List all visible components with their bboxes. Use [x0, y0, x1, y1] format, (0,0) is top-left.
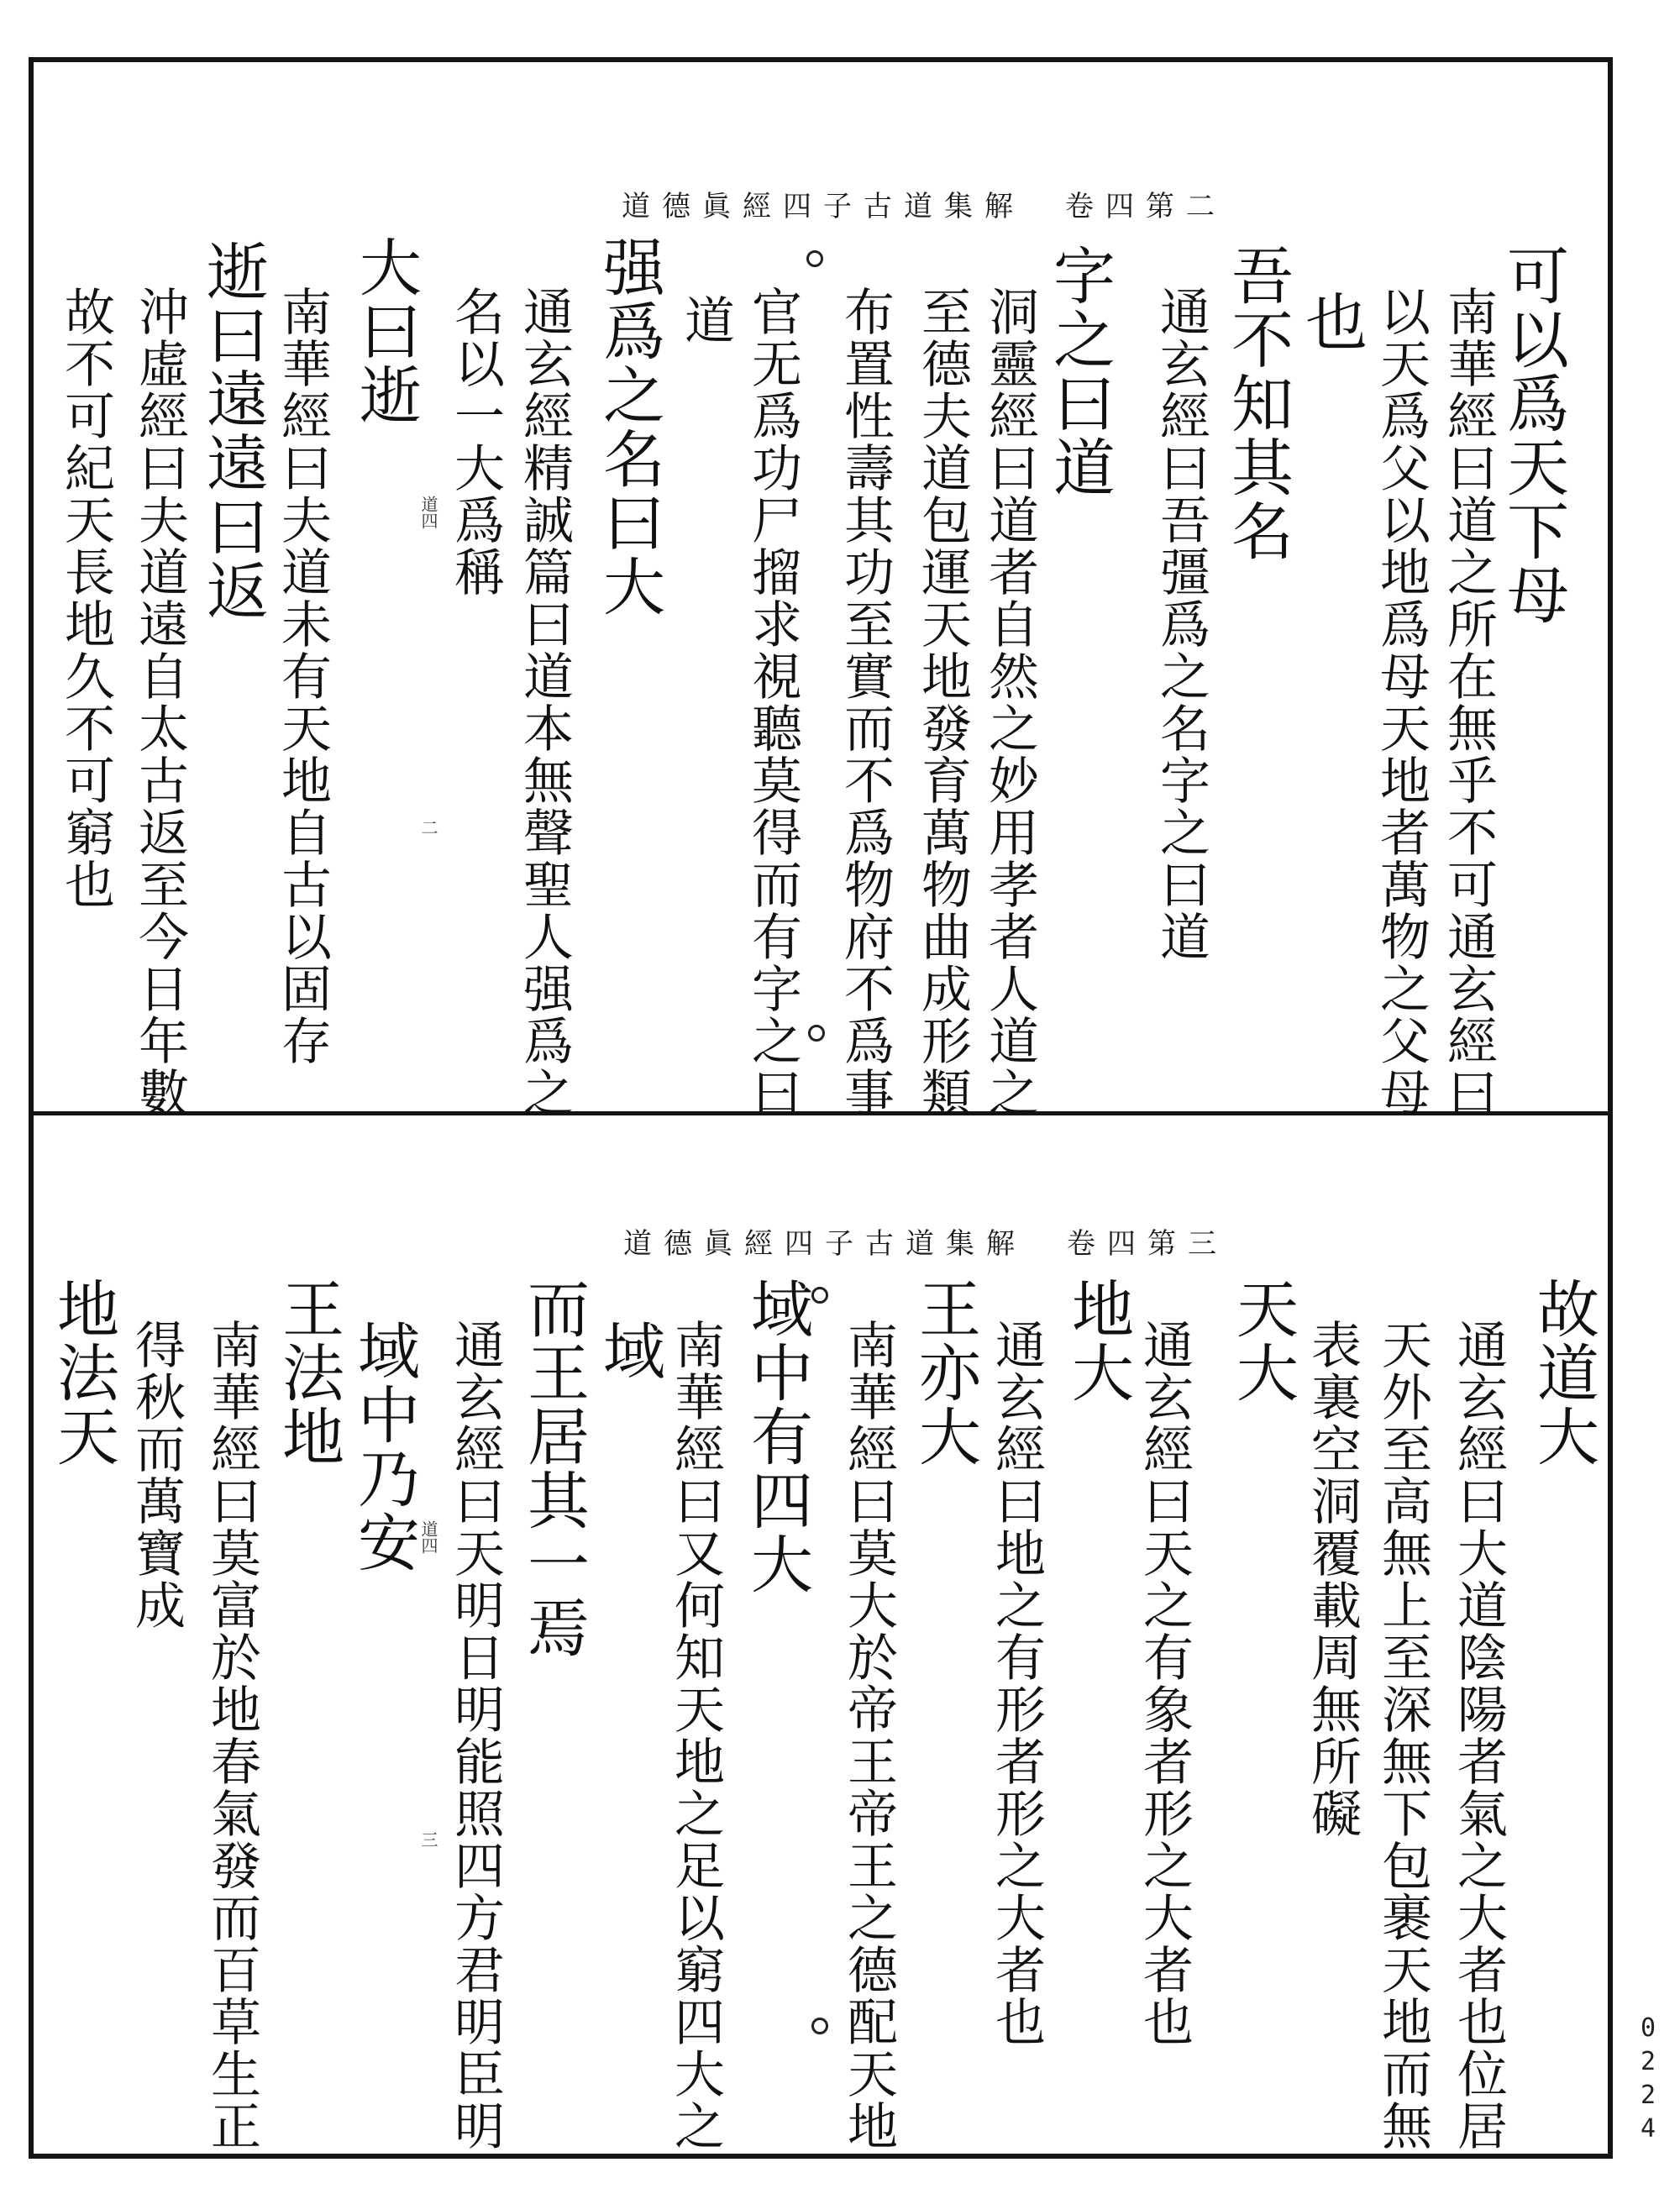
page-number: 0 2 2 4: [1640, 2013, 1656, 2144]
lower-col-10: 南華經曰莫大於帝王帝王之德配天地: [839, 1319, 898, 2152]
upper-col-15: 名以一大爲稱: [446, 286, 505, 598]
upper-col-11: 官无爲功尸㨨求視聽莫得而有字之曰: [743, 286, 802, 1119]
upper-margin-note-1: 道四: [418, 496, 438, 529]
lower-marker-circle-2: [811, 2018, 828, 2034]
upper-col-9: 至德夫道包運天地發育萬物曲成形類: [913, 286, 972, 1119]
upper-col-2: 南華經曰道之所在無乎不可通玄經曰: [1439, 286, 1498, 1119]
lower-col-16: 域中乃安: [348, 1319, 420, 1574]
lower-col-7: 地大: [1062, 1277, 1134, 1404]
upper-col-3: 以天爲父以地爲母天地者萬物之父母: [1372, 286, 1431, 1119]
lower-col-1: 故道大: [1527, 1277, 1599, 1468]
upper-col-18: 逝曰遠遠曰返: [197, 239, 269, 622]
lower-col-9: 王亦大: [909, 1277, 981, 1468]
lower-col-13: 域: [593, 1319, 665, 1383]
upper-marker-circle-1: [806, 250, 823, 267]
upper-col-13: 强爲之名曰大: [593, 235, 665, 618]
lower-col-6: 通玄經曰天之有象者形之大者也: [1135, 1319, 1194, 2048]
upper-margin-note-2: 二: [418, 819, 438, 836]
upper-col-10: 布置性壽其功至實而不爲物府不爲事: [836, 286, 895, 1119]
upper-col-14: 通玄經精誠篇曰道本無聲聖人强爲之: [515, 286, 574, 1119]
lower-marker-circle-1: [811, 1287, 828, 1304]
upper-col-19: 沖虛經曰夫道遠自太古返至今日年數: [130, 286, 189, 1119]
lower-col-17: 王法地: [272, 1277, 344, 1468]
lower-col-19: 得秋而萬寶成: [127, 1319, 186, 1631]
upper-col-7: 字之曰道: [1043, 244, 1116, 499]
lower-col-14: 而王居其一焉: [517, 1277, 590, 1660]
lower-page-header: 道德眞經四子古道集解 卷四第三: [623, 1227, 1228, 1261]
upper-page-header: 道德眞經四子古道集解 卷四第二: [622, 190, 1226, 223]
lower-margin-note-2: 三: [418, 1831, 438, 1848]
lower-col-5: 天大: [1226, 1277, 1299, 1404]
lower-margin-note-1: 道四: [418, 1520, 438, 1554]
lower-col-18: 南華經曰莫富於地春氣發而百草生正: [202, 1319, 261, 2152]
upper-col-6: 通玄經曰吾彊爲之名字之曰道: [1152, 286, 1210, 963]
upper-col-1: 可以爲天下母: [1497, 244, 1569, 627]
upper-marker-circle-2: [808, 1025, 825, 1042]
lower-col-11: 域中有四大: [741, 1277, 813, 1596]
upper-col-20: 故不可紀天長地久不可窮也: [56, 286, 115, 911]
lower-col-20: 地法天: [47, 1277, 119, 1468]
upper-col-8: 洞靈經曰道者自然之妙用孝者人道之: [980, 286, 1039, 1119]
upper-col-4: 也: [1295, 290, 1368, 354]
upper-col-17: 南華經曰夫道未有天地自古以固存: [273, 286, 332, 1067]
lower-col-4: 表裏空洞覆載周無所礙: [1303, 1319, 1362, 1839]
lower-col-3: 天外至高無上至深無下包裹天地而無: [1373, 1319, 1432, 2152]
lower-col-12: 南華經曰又何知天地之足以窮四大之: [666, 1319, 725, 2152]
lower-col-15: 通玄經曰天明日明能照四方君明臣明: [446, 1319, 505, 2152]
upper-col-16: 大曰逝: [349, 235, 422, 427]
upper-col-12: 道: [676, 294, 735, 346]
lower-col-8: 通玄經曰地之有形者形之大者也: [987, 1319, 1046, 2048]
upper-col-5: 吾不知其名: [1221, 244, 1294, 563]
lower-col-2: 通玄經曰大道陰陽者氣之大者也位居: [1449, 1319, 1508, 2152]
